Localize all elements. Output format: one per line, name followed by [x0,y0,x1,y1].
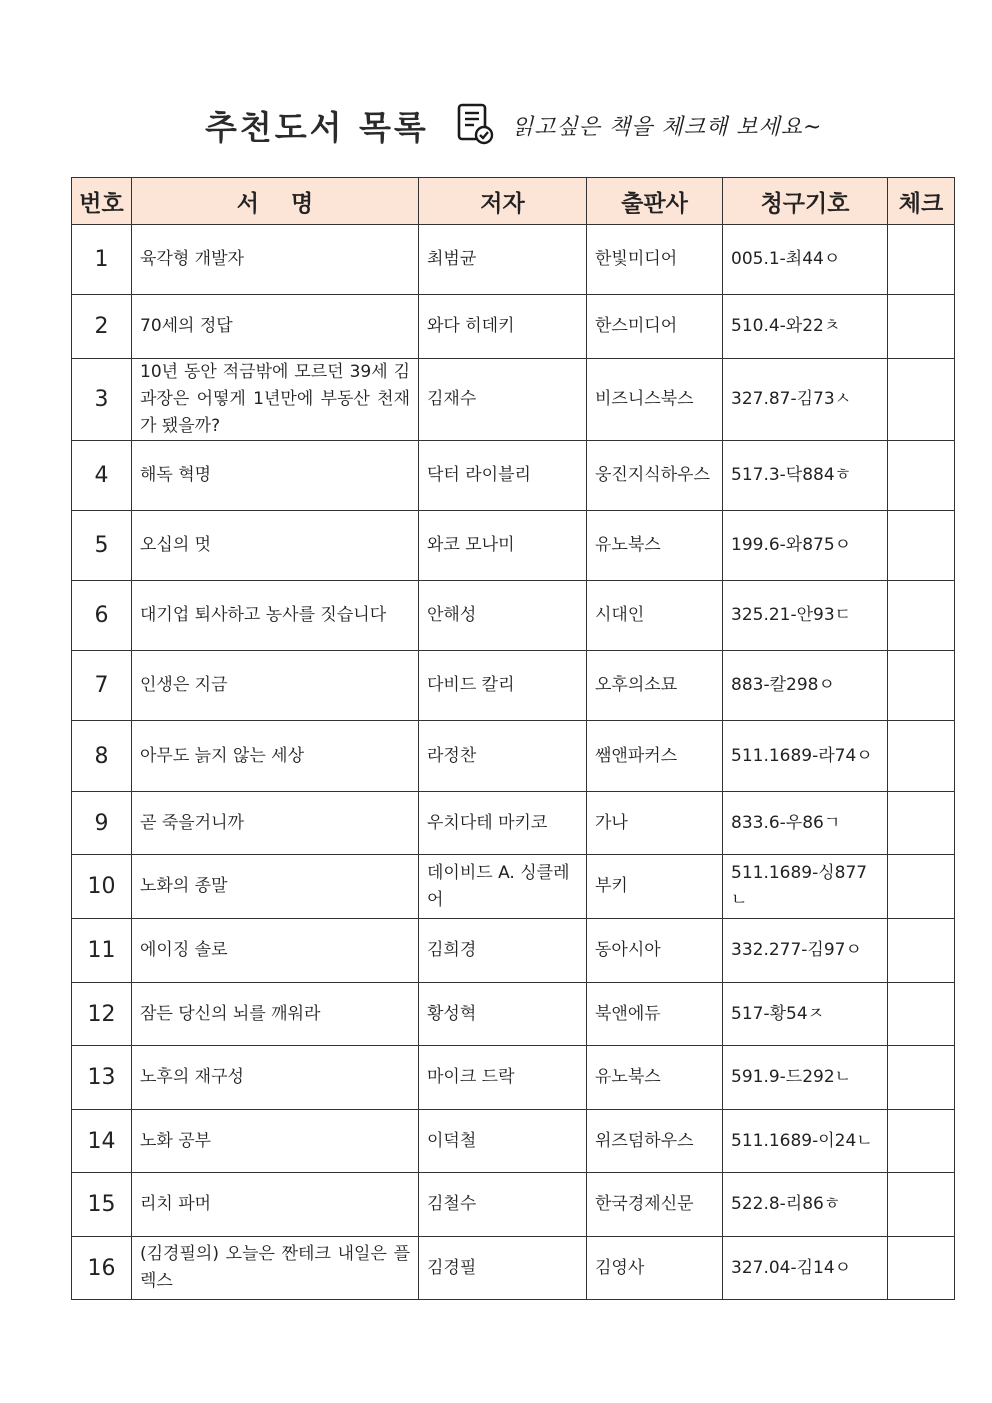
book-author: 최범균 [419,225,587,295]
book-author: 데이비드 A. 싱클레어 [419,855,587,919]
book-title: 노후의 재구성 [132,1046,419,1110]
check-box-cell[interactable] [888,359,955,441]
book-call-number: 511.1689-싱877ㄴ [723,855,888,919]
table-row [72,1237,955,1300]
book-call-number: 327.87-김73ㅅ [723,359,888,441]
book-author: 라정찬 [419,721,587,792]
book-title: 인생은 지금 [132,651,419,721]
book-call-number: 517-황54ㅈ [723,983,888,1046]
book-call-number: 511.1689-이24ㄴ [723,1110,888,1173]
book-publisher: 북앤에듀 [587,983,723,1046]
column-header-author: 저자 [419,178,587,225]
row-number: 5 [72,511,132,581]
check-box-cell[interactable] [888,441,955,511]
table-row [72,983,955,1046]
check-box-cell[interactable] [888,651,955,721]
book-call-number: 327.04-김14ㅇ [723,1237,888,1300]
book-publisher: 쌤앤파커스 [587,721,723,792]
column-header-title: 서 명 [132,178,419,225]
book-author: 다비드 칼리 [419,651,587,721]
book-call-number: 325.21-안93ㄷ [723,581,888,651]
table-row [72,919,955,983]
row-number: 10 [72,855,132,919]
column-header-call-number: 청구기호 [723,178,888,225]
book-publisher: 시대인 [587,581,723,651]
row-number: 9 [72,792,132,855]
page-title: 추천도서 목록 [205,108,429,147]
book-author: 이덕철 [419,1110,587,1173]
page-subtitle: 읽고싶은 책을 체크해 보세요~ [512,115,823,140]
book-title: 잠든 당신의 뇌를 깨워라 [132,983,419,1046]
check-box-cell[interactable] [888,983,955,1046]
check-box-cell[interactable] [888,295,955,359]
table-row [72,721,955,792]
row-number: 16 [72,1237,132,1300]
book-author: 김희경 [419,919,587,983]
book-call-number: 332.277-김97ㅇ [723,919,888,983]
check-box-cell[interactable] [888,225,955,295]
book-publisher: 웅진지식하우스 [587,441,723,511]
book-publisher: 비즈니스북스 [587,359,723,441]
book-title: 해독 혁명 [132,441,419,511]
book-publisher: 오후의소묘 [587,651,723,721]
book-author: 김철수 [419,1173,587,1237]
check-box-cell[interactable] [888,792,955,855]
check-box-cell[interactable] [888,1237,955,1300]
table-row [72,225,955,295]
table-row [72,1110,955,1173]
book-title: 곧 죽을거니까 [132,792,419,855]
book-author: 우치다테 마키코 [419,792,587,855]
table-row [72,855,955,919]
row-number: 2 [72,295,132,359]
table-row [72,441,955,511]
row-number: 4 [72,441,132,511]
row-number: 11 [72,919,132,983]
book-publisher: 유노북스 [587,511,723,581]
table-row [72,651,955,721]
book-publisher: 한국경제신문 [587,1173,723,1237]
row-number: 1 [72,225,132,295]
column-header-publisher: 출판사 [587,178,723,225]
check-box-cell[interactable] [888,855,955,919]
book-author: 김재수 [419,359,587,441]
check-box-cell[interactable] [888,1173,955,1237]
check-box-cell[interactable] [888,1046,955,1110]
table-row [72,581,955,651]
book-title: 대기업 퇴사하고 농사를 짓습니다 [132,581,419,651]
row-number: 7 [72,651,132,721]
book-publisher: 한빛미디어 [587,225,723,295]
table-row [72,1173,955,1237]
table-row [72,792,955,855]
table-row [72,511,955,581]
book-publisher: 가나 [587,792,723,855]
book-title: 육각형 개발자 [132,225,419,295]
book-call-number: 833.6-우86ㄱ [723,792,888,855]
check-box-cell[interactable] [888,1110,955,1173]
book-call-number: 591.9-드292ㄴ [723,1046,888,1110]
check-box-cell[interactable] [888,511,955,581]
table-row [72,359,955,441]
document-check-icon [456,102,496,146]
book-author: 황성혁 [419,983,587,1046]
book-title: 10년 동안 적금밖에 모르던 39세 김과장은 어떻게 1년만에 부동산 천재가 됐을까? [132,359,419,441]
table-row [72,295,955,359]
book-author: 마이크 드락 [419,1046,587,1110]
book-call-number: 517.3-닥884ㅎ [723,441,888,511]
table-header-row [72,178,955,225]
book-publisher: 한스미디어 [587,295,723,359]
row-number: 12 [72,983,132,1046]
book-publisher: 부키 [587,855,723,919]
row-number: 15 [72,1173,132,1237]
book-author: 안해성 [419,581,587,651]
book-call-number: 883-칼298ㅇ [723,651,888,721]
column-header-check: 체크 [888,178,955,225]
book-call-number: 522.8-리86ㅎ [723,1173,888,1237]
book-title: 아무도 늙지 않는 세상 [132,721,419,792]
book-title: (김경필의) 오늘은 짠테크 내일은 플렉스 [132,1237,419,1300]
book-author: 와다 히데키 [419,295,587,359]
column-header-number: 번호 [72,178,132,225]
book-author: 김경필 [419,1237,587,1300]
book-call-number: 510.4-와22ㅊ [723,295,888,359]
book-title: 에이징 솔로 [132,919,419,983]
book-call-number: 511.1689-라74ㅇ [723,721,888,792]
book-title: 리치 파머 [132,1173,419,1237]
row-number: 8 [72,721,132,792]
book-publisher: 위즈덤하우스 [587,1110,723,1173]
check-box-cell[interactable] [888,581,955,651]
row-number: 3 [72,359,132,441]
book-title: 노화 공부 [132,1110,419,1173]
row-number: 6 [72,581,132,651]
book-publisher: 동아시아 [587,919,723,983]
table-row [72,1046,955,1110]
page-header [0,98,992,152]
row-number: 13 [72,1046,132,1110]
book-author: 와코 모나미 [419,511,587,581]
book-author: 닥터 라이블리 [419,441,587,511]
book-call-number: 005.1-최44ㅇ [723,225,888,295]
book-call-number: 199.6-와875ㅇ [723,511,888,581]
book-title: 노화의 종말 [132,855,419,919]
book-publisher: 유노북스 [587,1046,723,1110]
check-box-cell[interactable] [888,721,955,792]
check-box-cell[interactable] [888,919,955,983]
book-title: 오십의 멋 [132,511,419,581]
book-publisher: 김영사 [587,1237,723,1300]
row-number: 14 [72,1110,132,1173]
book-title: 70세의 정답 [132,295,419,359]
book-list-table [71,177,955,1300]
